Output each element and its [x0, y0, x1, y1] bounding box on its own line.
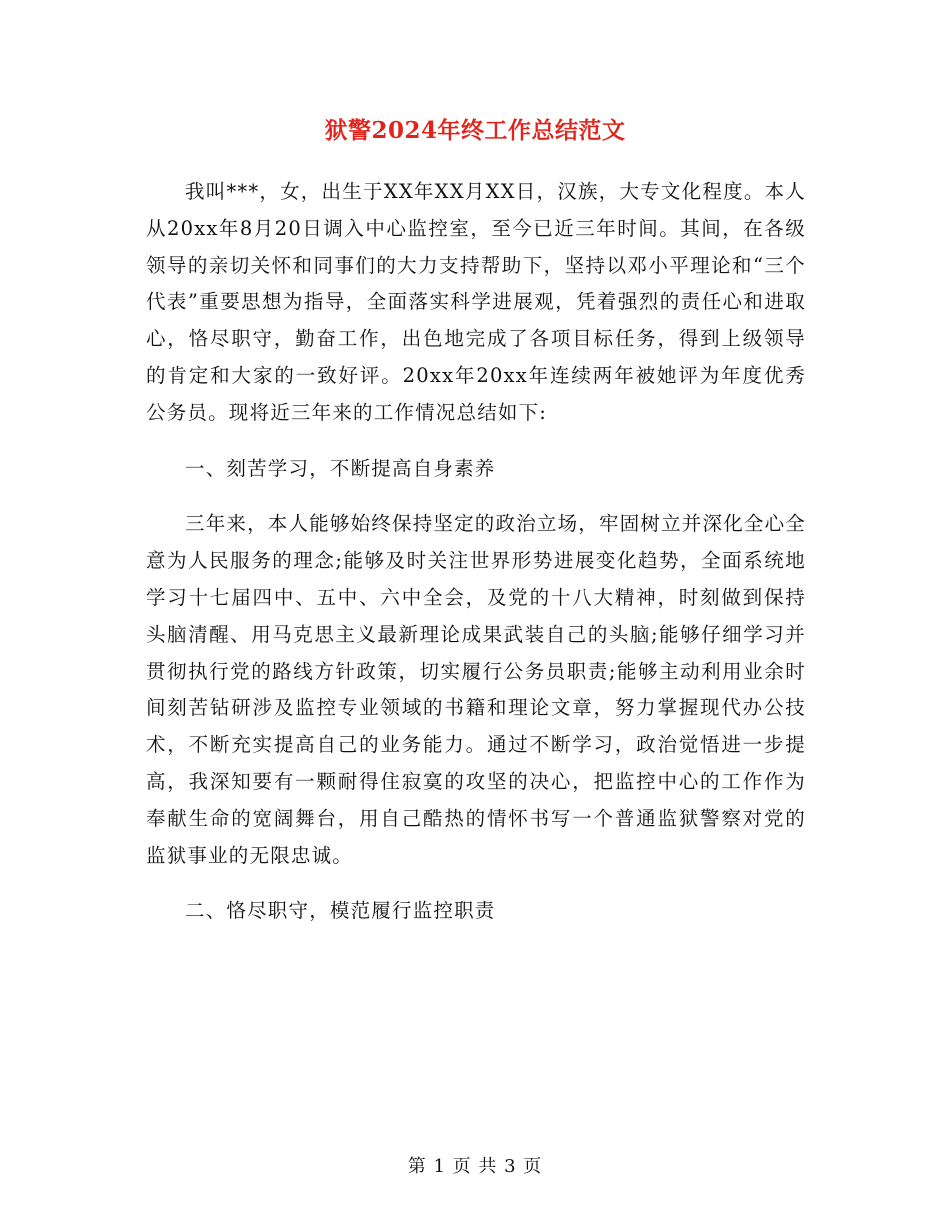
document-title: 狱警2024年终工作总结范文 [324, 117, 626, 144]
intro-paragraph: 我叫***，女，出生于XX年XX月XX日，汉族，大专文化程度。本人从20xx年8月20日调入中心监控室，至今已近三年时间。其间，在各级领导的亲切关怀和同事们的大力支持帮助下，坚持以邓小平理论和“三个代表”重要思想为指导，全面落实科学进展观，凭着强烈的责任心和进取心，恪尽职守，勤奋工作，出色地完成了各项目标任务，得到上级领导的肯定和大家的一致好评。20xx年20xx年连续两年被她评为年度优秀公务员。现将近三年来的工作情况总结如下: [146, 180, 806, 424]
document-body [146, 174, 806, 949]
section-heading-1: 一、刻苦学习，不断提高自身素养 [185, 456, 496, 480]
section-heading-2: 二、恪尽职守，模范履行监控职责 [185, 899, 496, 923]
section-1-paragraph: 三年来，本人能够始终保持坚定的政治立场，牢固树立并深化全心全意为人民服务的理念;能够及时关注世界形势进展变化趋势，全面系统地学习十七届四中、五中、六中全会，及党的十八大精神，时刻做到保持头脑清醒、用马克思主义最新理论成果武装自己的头脑;能够仔细学习并贯彻执行党的路线方针政策，切实履行公务员职责;能够主动利用业余时间刻苦钻研涉及监控专业领域的书籍和理论文章，努力掌握现代办公技术，不断充实提高自己的业务能力。通过不断学习，政治觉悟进一步提高，我深知要有一颗耐得住寂寞的攻坚的决心，把监控中心的工作作为奉献生命的宽阔舞台，用自己酷热的情怀书写一个普通监狱警察对党的监狱事业的无限忠诚。 [146, 512, 807, 867]
page-number-footer: 第 1 页 共 3 页 [407, 1156, 543, 1177]
